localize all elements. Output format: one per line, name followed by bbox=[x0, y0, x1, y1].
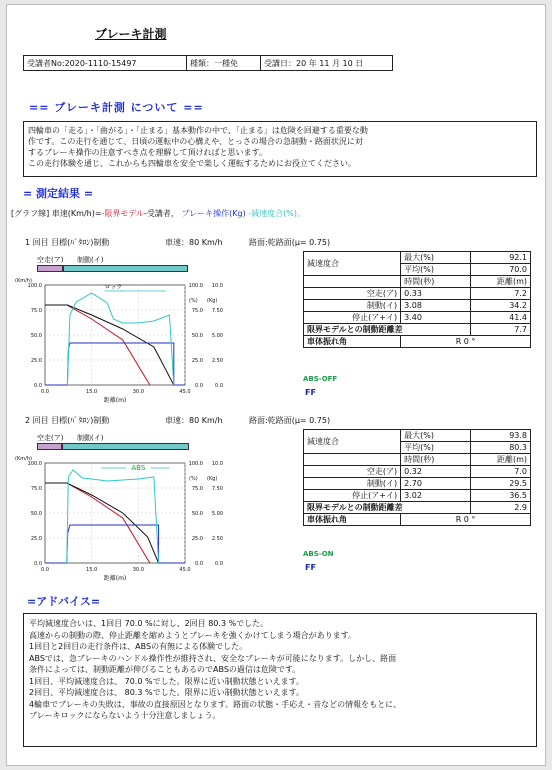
dist-value: 7.0 bbox=[470, 466, 530, 478]
phase-label: 停止(ア+イ) bbox=[304, 490, 401, 502]
time-value: 0.33 bbox=[401, 288, 471, 300]
max-value: 93.8 bbox=[470, 430, 530, 442]
about-line: 四輪車の「走る」・「曲がる」・「止まる」基本動作の中で、「止まる」は危険を回避する重要な動 bbox=[28, 126, 368, 135]
yaw-label: 車体振れ角 bbox=[304, 514, 401, 526]
right-unit-label: (Kg) bbox=[207, 298, 218, 304]
time-value: 3.02 bbox=[401, 490, 471, 502]
dist-header: 距離(m) bbox=[470, 454, 530, 466]
x-tick-label: 30.0 bbox=[132, 389, 144, 395]
avg-label: 平均(%) bbox=[401, 442, 471, 454]
legend-limit: -限界モデル bbox=[101, 209, 145, 218]
run1-idle-label: 空走(ア) bbox=[37, 256, 64, 264]
y-tick-label: 25.0 bbox=[30, 358, 42, 364]
graph-legend bbox=[11, 208, 305, 219]
mid-tick-label: 75.0 bbox=[191, 486, 203, 492]
run2-chart bbox=[11, 451, 251, 583]
yaw-value: R 0 ° bbox=[401, 336, 531, 348]
x-axis-title: 距離(m) bbox=[103, 397, 127, 404]
max-label: 最大(%) bbox=[401, 252, 471, 264]
diff-value: 2.9 bbox=[470, 502, 530, 514]
report-page bbox=[6, 4, 546, 766]
run1-brake-bar bbox=[63, 265, 188, 272]
results-heading: = 測定結果 = bbox=[23, 187, 94, 200]
abs-annotation: ABS bbox=[131, 464, 146, 472]
y-tick-label: 0.0 bbox=[34, 561, 42, 567]
right-tick-label: 0.0 bbox=[215, 383, 223, 389]
mid-unit-label: (%) bbox=[189, 476, 198, 482]
advice-line: 2回目、平均減速度合は、 80.3 %でした。限界に近い制動状態といえます。 bbox=[29, 688, 304, 697]
phase-label: 停止(ア+イ) bbox=[304, 312, 401, 324]
run1-header bbox=[25, 237, 331, 248]
avg-value: 80.3 bbox=[470, 442, 530, 454]
x-tick-label: 0.0 bbox=[41, 567, 49, 573]
y-unit-label: (Km/h) bbox=[15, 456, 32, 462]
x-tick-label: 0.0 bbox=[41, 389, 49, 395]
x-axis-title: 距離(m) bbox=[103, 575, 127, 582]
run2-title: 2 回目 目標(ﾊﾟﾀﾛﾝ)制動 bbox=[25, 416, 110, 425]
decel-label: 減速度合 bbox=[304, 430, 401, 454]
yaw-label: 車体振れ角 bbox=[304, 336, 401, 348]
mid-unit-label: (%) bbox=[189, 298, 198, 304]
y-unit-label: (Km/h) bbox=[15, 278, 32, 284]
run1-chart bbox=[11, 273, 251, 405]
mid-tick-label: 25.0 bbox=[191, 358, 203, 364]
time-header: 時間(秒) bbox=[401, 454, 471, 466]
legend-brake: ブレーキ操作(Kg) bbox=[181, 209, 246, 218]
run2-road: 路面:乾路面(μ= 0.75) bbox=[249, 416, 331, 425]
diff-value: 7.7 bbox=[470, 324, 530, 336]
run1-title: 1 回目 目標(ﾊﾟﾀﾛﾝ)制動 bbox=[25, 238, 110, 247]
advice-line: ABSでは、急ブレーキのハンドル操作性が維持され、安全なブレーキが可能になります。しかし、路面 bbox=[29, 653, 397, 663]
dist-value: 41.4 bbox=[470, 312, 530, 324]
lock-annotation: ロック bbox=[104, 284, 123, 291]
license-type: 種類：一種免 bbox=[190, 59, 238, 68]
y-tick-label: 50.0 bbox=[30, 333, 42, 339]
avg-label: 平均(%) bbox=[401, 264, 471, 276]
phase-label: 空走(ア) bbox=[304, 288, 401, 300]
right-tick-label: 0.0 bbox=[215, 561, 223, 567]
y-tick-label: 100.0 bbox=[27, 461, 42, 467]
run1-speed: 車速：80 Km/h bbox=[165, 238, 223, 247]
diff-label: 限界モデルとの制動距離差 bbox=[304, 502, 471, 514]
y-tick-label: 75.0 bbox=[30, 486, 42, 492]
time-value: 3.08 bbox=[401, 300, 471, 312]
x-tick-label: 45.0 bbox=[179, 389, 191, 395]
time-value: 2.70 bbox=[401, 478, 471, 490]
run2-brake-bar bbox=[62, 443, 189, 450]
mid-tick-label: 100.0 bbox=[188, 283, 203, 289]
run1-brake-label: 制動(イ) bbox=[77, 256, 104, 264]
dist-value: 7.2 bbox=[470, 288, 530, 300]
dist-value: 29.5 bbox=[470, 478, 530, 490]
x-tick-label: 30.0 bbox=[132, 567, 144, 573]
y-tick-label: 75.0 bbox=[30, 308, 42, 314]
dist-value: 34.2 bbox=[470, 300, 530, 312]
run2-abs-status: ABS-ON bbox=[303, 550, 334, 558]
mid-tick-label: 25.0 bbox=[191, 536, 203, 542]
y-tick-label: 25.0 bbox=[30, 536, 42, 542]
mid-tick-label: 50.0 bbox=[191, 511, 203, 517]
page-title: ブレーキ計測 bbox=[95, 27, 167, 41]
about-heading: == ブレーキ計測 について == bbox=[29, 101, 204, 114]
trainee-info-bar bbox=[23, 55, 393, 71]
mid-tick-label: 0.0 bbox=[195, 383, 203, 389]
run1-road: 路面:乾路面(μ= 0.75) bbox=[249, 238, 331, 247]
phase-label: 制動(イ) bbox=[304, 478, 401, 490]
run1-idle-bar bbox=[37, 265, 63, 272]
advice-line: ブレーキロックにならないよう十分注意しましょう。 bbox=[29, 711, 221, 720]
max-label: 最大(%) bbox=[401, 430, 471, 442]
advice-line: 条件によっては、制動距離が伸びることもあるのでABSの過信は危険です。 bbox=[29, 665, 301, 674]
decel-label: 減速度合 bbox=[304, 252, 401, 276]
right-tick-label: 2.50 bbox=[211, 358, 223, 364]
cell bbox=[304, 454, 401, 466]
about-line: するブレーキ操作の注意すべき点を理解して頂ければと思います。 bbox=[28, 148, 267, 157]
phase-label: 制動(イ) bbox=[304, 300, 401, 312]
run2-header bbox=[25, 415, 331, 426]
time-value: 3.40 bbox=[401, 312, 471, 324]
time-value: 0.32 bbox=[401, 466, 471, 478]
about-line: 作です。この走行を通じて、日頃の運転中の心構えや、とっさの場合の急制動・路面状況に対 bbox=[28, 137, 363, 146]
right-tick-label: 5.00 bbox=[211, 511, 223, 517]
advice-line: 4輪車でブレーキの失敗は、事故の直接原因となります。路面の状態・手応え・音などの情報をもとに、 bbox=[29, 699, 402, 709]
run1-drive-type: FF bbox=[305, 388, 316, 397]
y-tick-label: 100.0 bbox=[27, 283, 42, 289]
run2-speed: 車速：80 Km/h bbox=[165, 416, 223, 425]
run2-brake-label: 制動(イ) bbox=[77, 434, 104, 442]
mid-tick-label: 50.0 bbox=[191, 333, 203, 339]
right-unit-label: (Kg) bbox=[207, 476, 218, 482]
phase-label: 空走(ア) bbox=[304, 466, 401, 478]
about-box bbox=[23, 121, 537, 177]
dist-value: 36.5 bbox=[470, 490, 530, 502]
x-tick-label: 45.0 bbox=[179, 567, 191, 573]
advice-line: 1回目、平均減速度合は、 70.0 %でした。限界に近い制動状態といえます。 bbox=[29, 676, 304, 686]
mid-tick-label: 0.0 bbox=[195, 561, 203, 567]
result-table bbox=[303, 251, 531, 348]
avg-value: 70.0 bbox=[470, 264, 530, 276]
y-tick-label: 50.0 bbox=[30, 511, 42, 517]
y-tick-label: 0.0 bbox=[34, 383, 42, 389]
trainee-number: 受講者No:2020-1110-15497 bbox=[27, 59, 137, 68]
max-value: 92.1 bbox=[470, 252, 530, 264]
right-tick-label: 10.0 bbox=[211, 461, 223, 467]
x-tick-label: 15.0 bbox=[86, 567, 98, 573]
dist-header: 距離(m) bbox=[470, 276, 530, 288]
advice-line: 平均減速度合いは、1回目 70.0 %に対し、2回目 80.3 %でした。 bbox=[29, 619, 269, 628]
advice-line: 高速からの制動の際、停止距離を縮めようとブレーキを強くかけてしまう場合があります。 bbox=[29, 630, 357, 640]
run2-idle-label: 空走(ア) bbox=[37, 434, 64, 442]
run2-idle-bar bbox=[37, 443, 62, 450]
advice-box bbox=[23, 613, 537, 747]
right-tick-label: 10.0 bbox=[211, 283, 223, 289]
legend-trainee: -受講者， bbox=[144, 209, 179, 218]
legend-prefix: [グラフ線] 車速(Km/h)= bbox=[11, 209, 102, 218]
right-tick-label: 7.50 bbox=[211, 486, 223, 492]
right-tick-label: 7.50 bbox=[211, 308, 223, 314]
advice-heading: =アドバイス= bbox=[27, 595, 101, 608]
time-header: 時間(秒) bbox=[401, 276, 471, 288]
diff-label: 限界モデルとの制動距離差 bbox=[304, 324, 471, 336]
mid-tick-label: 100.0 bbox=[188, 461, 203, 467]
advice-line: 1回目と2回目の走行条件は、ABSの有無による体験でした。 bbox=[29, 642, 248, 651]
yaw-value: R 0 ° bbox=[401, 514, 531, 526]
x-tick-label: 15.0 bbox=[86, 389, 98, 395]
course-date: 受講日：20 年 11 月 10 日 bbox=[264, 59, 364, 68]
right-tick-label: 2.50 bbox=[211, 536, 223, 542]
result-table bbox=[303, 429, 531, 526]
cell bbox=[304, 276, 401, 288]
run1-abs-status: ABS-OFF bbox=[303, 375, 338, 383]
legend-decel: -減速度合(%)。 bbox=[248, 209, 306, 218]
right-tick-label: 5.00 bbox=[211, 333, 223, 339]
mid-tick-label: 75.0 bbox=[191, 308, 203, 314]
about-line: この走行体験を通じ、これからも四輪車を安全で楽しく運転するためにお役立てください。 bbox=[28, 159, 356, 168]
run2-drive-type: FF bbox=[305, 563, 316, 572]
